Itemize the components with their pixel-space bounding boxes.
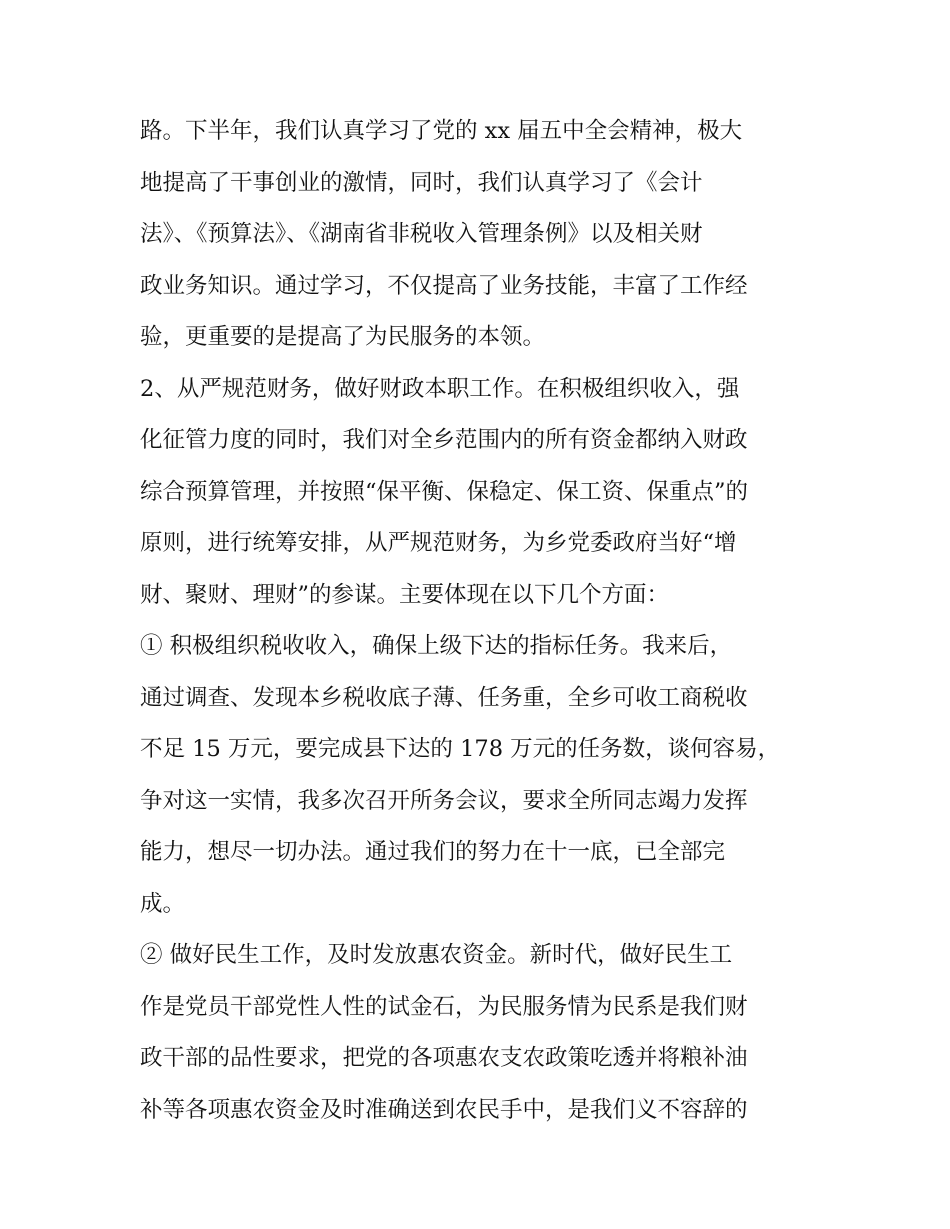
- text-line: 2、从严规范财务，做好财政本职工作。在积极组织收入，强: [140, 375, 740, 402]
- text-line: 不足 15 万元，要完成县下达的 178 万元的任务数，谈何容易，: [140, 736, 781, 762]
- text-line: 化征管力度的同时，我们对全乡范围内的所有资金都纳入财政: [140, 427, 748, 453]
- text-line: 验，更重要的是提高了为民服务的本领。: [140, 324, 546, 350]
- text-line: 政业务知识。通过学习，不仅提高了业务技能，丰富了工作经: [140, 272, 748, 299]
- text-line: 成。: [140, 890, 186, 917]
- text-line: 补等各项惠农资金及时准确送到农民手中，是我们义不容辞的: [140, 1096, 748, 1123]
- text-line: 地提高了干事创业的激情，同时，我们认真学习了《会计: [140, 169, 703, 196]
- text-line: ② 做好民生工作，及时发放惠农资金。新时代，做好民生工: [140, 942, 733, 968]
- body-text: [140, 106, 820, 1136]
- text-line: 争对这一实情，我多次召开所务会议，要求全所同志竭力发挥: [140, 787, 748, 814]
- text-line: 综合预算管理，并按照“保平衡、保稳定、保工资、保重点”的: [140, 478, 749, 505]
- text-line: 财、聚财、理财”的参谋。主要体现在以下几个方面：: [140, 581, 670, 608]
- text-line: 通过调查、发现本乡税收底子薄、任务重，全乡可收工商税收: [140, 684, 748, 711]
- text-line: 作是党员干部党性人性的试金石，为民服务情为民系是我们财: [140, 993, 748, 1020]
- text-line: ① 积极组织税收收入，确保上级下达的指标任务。我来后，: [140, 633, 733, 659]
- text-line: 能力，想尽一切办法。通过我们的努力在十一底，已全部完: [140, 839, 726, 865]
- text-line: 法》、《预算法》、《湖南省非税收入管理条例》以及相关财: [140, 221, 703, 247]
- text-line: 原则，进行统筹安排，从严规范财务，为乡党委政府当好“增: [140, 530, 737, 556]
- text-line: 政干部的品性要求，把党的各项惠农支农政策吃透并将粮补油: [140, 1045, 748, 1071]
- text-line: 路。下半年，我们认真学习了党的 xx 届五中全会精神，极大: [140, 118, 743, 144]
